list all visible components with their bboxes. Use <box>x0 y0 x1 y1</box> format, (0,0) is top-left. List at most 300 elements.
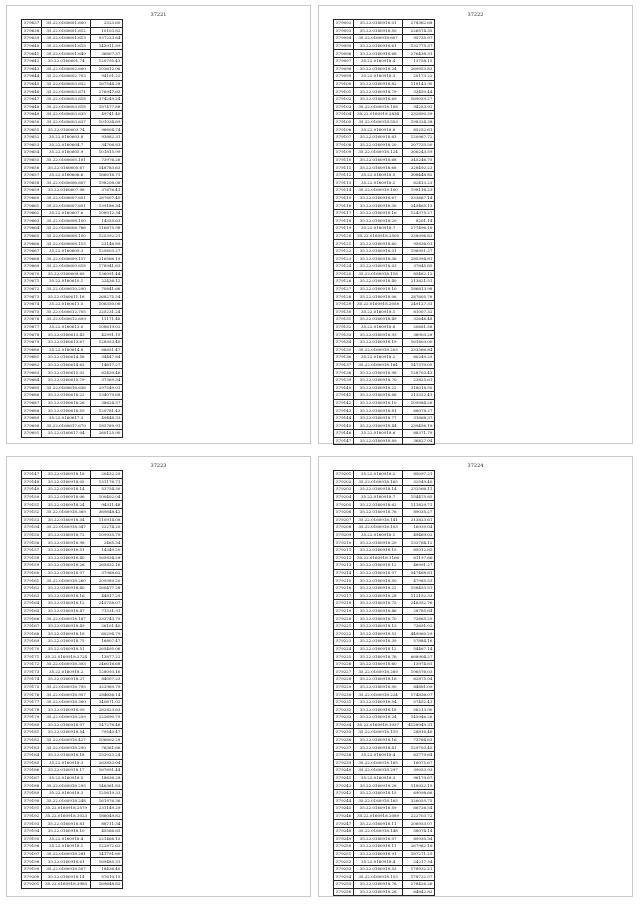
cadastral-number-cell: 35.22.0160603.637 <box>42 118 91 126</box>
value-cell: 96604.74 <box>90 126 122 134</box>
cadastral-number-cell: 35.22.0160614.58 <box>42 354 91 362</box>
cadastral-number-cell: 35.22.0160918.82 <box>354 80 403 88</box>
value-cell: 20681.58 <box>402 323 434 331</box>
table-row <box>22 759 123 767</box>
row-number-cell: 579673 <box>22 293 42 301</box>
cadastral-number-cell: 35.22.0160918.91 <box>354 850 403 858</box>
table-row <box>22 179 123 187</box>
row-number-cell: 579110 <box>334 156 354 164</box>
value-cell: 94253.92 <box>402 103 434 111</box>
table-row <box>22 118 123 126</box>
cadastral-number-cell: 35.22.0160918.20 <box>354 217 403 225</box>
value-cell: 120781.43 <box>90 407 122 415</box>
value-cell: 260125.90 <box>90 430 122 438</box>
table-row <box>22 501 123 509</box>
table-row <box>334 660 435 668</box>
value-cell: 26101.40 <box>90 622 122 630</box>
cadastral-number-cell: 35.22.0160918.2 <box>354 179 403 187</box>
value-cell: 120967.72 <box>402 133 434 141</box>
row-number-cell: 579136 <box>334 354 354 362</box>
value-cell: 165834.28 <box>90 554 122 562</box>
cadastral-number-cell: 35.22.0160918.44 <box>354 422 403 430</box>
value-cell: 265495.06 <box>90 645 122 653</box>
row-number-cell: 579242 <box>334 782 354 790</box>
value-cell: 187477.88 <box>90 103 122 111</box>
value-cell: 245758.07 <box>90 600 122 608</box>
row-number-cell: 579676 <box>22 316 42 324</box>
row-number-cell: 579644 <box>22 73 42 81</box>
row-number-cell: 579675 <box>22 308 42 316</box>
cadastral-number-cell: 35.22.0160918.124 <box>354 149 403 157</box>
table-row <box>334 600 435 608</box>
table-row <box>334 57 435 65</box>
value-cell: 116875.98 <box>90 225 122 233</box>
value-cell: 73976.26 <box>90 156 122 164</box>
value-cell: 141791.60 <box>90 850 122 858</box>
cadastral-number-cell: 35.22.0160918.18 <box>42 630 91 638</box>
row-number-cell: 579660 <box>22 194 42 202</box>
row-number-cell: 579205 <box>334 501 354 509</box>
value-cell: 225231.24 <box>90 308 122 316</box>
register-table <box>21 470 123 889</box>
cadastral-number-cell: 35.22.0160609.117 <box>42 255 91 263</box>
row-number-cell: 579176 <box>22 691 42 699</box>
value-cell: 53754.30 <box>90 486 122 494</box>
row-number-cell: 579666 <box>22 240 42 248</box>
value-cell: 328492.23 <box>402 164 434 172</box>
cadastral-number-cell: 35.22.0160617.3 <box>42 414 91 422</box>
cadastral-number-cell: 35.22.0160918.16 <box>354 736 403 744</box>
row-number-cell: 579199 <box>22 865 42 873</box>
table-row <box>334 430 435 438</box>
cadastral-number-cell: 35.22.0160606.6 <box>42 171 91 179</box>
value-cell: 73764.63 <box>402 736 434 744</box>
table-row <box>334 865 435 873</box>
table-row <box>22 270 123 278</box>
cadastral-number-cell: 35.22.0160918.01 <box>354 20 403 28</box>
table-row <box>334 73 435 81</box>
cadastral-number-cell: 35.22.0160918.70 <box>354 615 403 623</box>
row-number-cell: 579098 <box>334 65 354 73</box>
row-number-cell: 579210 <box>334 539 354 547</box>
cadastral-number-cell: 35.22.0160918.77 <box>354 414 403 422</box>
cadastral-number-cell: 35.22.0160918.76 <box>354 881 403 889</box>
table-row <box>334 27 435 35</box>
table-row <box>334 782 435 790</box>
table-row <box>334 584 435 592</box>
table-row <box>22 354 123 362</box>
cadastral-number-cell: 35.22.0160918.19 <box>354 338 403 346</box>
value-cell: 287605.78 <box>402 293 434 301</box>
value-cell: 13877.22 <box>90 653 122 661</box>
value-cell: 85462.12 <box>402 270 434 278</box>
value-cell: 207733.50 <box>402 141 434 149</box>
value-cell: 167691.44 <box>90 767 122 775</box>
cadastral-number-cell: 35.22.0160607.98 <box>42 187 91 195</box>
cadastral-number-cell: 35.22.0160605.9 <box>42 149 91 157</box>
table-row <box>334 20 435 28</box>
table-row <box>334 50 435 58</box>
value-cell: 33450.44 <box>402 88 434 96</box>
value-cell: 95836.01 <box>402 240 434 248</box>
cadastral-number-cell: 35.22.0160918.41 <box>354 744 403 752</box>
table-row <box>22 384 123 392</box>
value-cell: 16939.04 <box>402 524 434 532</box>
row-number-cell: 579109 <box>334 149 354 157</box>
cadastral-number-cell: 35.22.0160918.347 <box>42 524 91 532</box>
cadastral-number-cell: 35.22.0160918.61 <box>354 42 403 50</box>
cadastral-number-cell: 35.22.0160601.600 <box>42 20 91 28</box>
table-row <box>334 721 435 729</box>
value-cell: 28816.46 <box>402 729 434 737</box>
table-row <box>22 630 123 638</box>
cadastral-number-cell: 35.22.0160918.76 <box>354 508 403 516</box>
row-number-cell: 579135 <box>334 346 354 354</box>
table-row <box>334 714 435 722</box>
cadastral-number-cell: 35.22.0160918.18 <box>42 471 91 479</box>
value-cell: 131176.71 <box>90 478 122 486</box>
value-cell: 222690.79 <box>90 714 122 722</box>
cadastral-number-cell: 35.22.0160918.50 <box>354 577 403 585</box>
value-cell: 79540.47 <box>90 729 122 737</box>
value-cell: 85097.21 <box>402 471 434 479</box>
table-row <box>22 539 123 547</box>
table-row <box>334 622 435 630</box>
table-row <box>22 263 123 271</box>
row-number-cell: 579142 <box>334 399 354 407</box>
table-row <box>22 835 123 843</box>
row-number-cell: 579641 <box>22 50 42 58</box>
row-number-cell: 579128 <box>334 293 354 301</box>
value-cell: 84881.09 <box>402 683 434 691</box>
cadastral-number-cell: 35.22.0160918.98 <box>354 369 403 377</box>
row-number-cell: 579153 <box>22 516 42 524</box>
value-cell: 108619.02 <box>90 323 122 331</box>
value-cell: 2465.34 <box>90 539 122 547</box>
cadastral-number-cell: 35.22.0160918.62 <box>354 501 403 509</box>
cadastral-number-cell: 35.22.0160603.652 <box>42 80 91 88</box>
cadastral-number-cell: 35.22.0160918.12 <box>354 562 403 570</box>
cadastral-number-cell: 35.22.0160918.2 <box>354 354 403 362</box>
value-cell: 122872.62 <box>90 843 122 851</box>
row-number-cell: 579233 <box>334 714 354 722</box>
table-row <box>22 80 123 88</box>
cadastral-number-cell: 35.22.0160608.115 <box>42 240 91 248</box>
table-row <box>334 407 435 415</box>
row-number-cell: 579684 <box>22 376 42 384</box>
cadastral-number-cell: 35.22.0160611.18 <box>42 293 91 301</box>
row-number-cell: 579238 <box>334 751 354 759</box>
cadastral-number-cell: 35.22.0160918.22 <box>354 384 403 392</box>
value-cell: 269953.83 <box>402 65 434 73</box>
cadastral-number-cell: 35.22.0160918.11 <box>354 820 403 828</box>
value-cell: 198324.38 <box>402 118 434 126</box>
cadastral-number-cell: 35.22.0160918.11 <box>354 843 403 851</box>
row-number-cell: 579656 <box>22 164 42 172</box>
table-row <box>334 615 435 623</box>
cadastral-number-cell: 35.22.0160918.60 <box>354 240 403 248</box>
row-number-cell: 579145 <box>334 422 354 430</box>
row-number-cell: 579250 <box>334 843 354 851</box>
table-row <box>334 812 435 820</box>
row-number-cell: 579096 <box>334 50 354 58</box>
row-number-cell: 579183 <box>22 744 42 752</box>
cadastral-number-cell: 35.22.0160918.14 <box>354 486 403 494</box>
table-row <box>334 300 435 308</box>
row-number-cell: 579137 <box>334 361 354 369</box>
cadastral-number-cell: 35.22.0160918.1166 <box>354 554 403 562</box>
table-row <box>22 187 123 195</box>
cadastral-number-cell: 35.22.0160918.1023 <box>42 812 91 820</box>
table-row <box>22 399 123 407</box>
value-cell: 206953.07 <box>402 820 434 828</box>
row-number-cell: 579115 <box>334 194 354 202</box>
row-number-cell: 579643 <box>22 65 42 73</box>
row-number-cell: 579102 <box>334 95 354 103</box>
row-number-cell: 579240 <box>334 767 354 775</box>
value-cell: 128093.16 <box>90 668 122 676</box>
value-cell: 145946.26 <box>402 714 434 722</box>
cadastral-number-cell: 35.22.0160918.4 <box>42 835 91 843</box>
table-row <box>22 843 123 851</box>
table-row <box>22 622 123 630</box>
value-cell: 213322.41 <box>402 392 434 400</box>
row-number-cell: 579117 <box>334 209 354 217</box>
table-row <box>22 797 123 805</box>
table-row <box>334 179 435 187</box>
table-row <box>334 805 435 813</box>
table-row <box>334 835 435 843</box>
cadastral-number-cell: 35.22.0160918.300 <box>42 698 91 706</box>
row-number-cell: 579160 <box>22 569 42 577</box>
table-row <box>22 300 123 308</box>
cadastral-number-cell: 35.22.0160918.6 <box>354 126 403 134</box>
value-cell: 109935.79 <box>90 531 122 539</box>
table-row <box>22 133 123 141</box>
table-row <box>334 858 435 866</box>
value-cell: 64842.82 <box>402 888 434 896</box>
table-row <box>334 65 435 73</box>
row-number-cell: 579253 <box>334 865 354 873</box>
cadastral-number-cell: 35.22.0160918.607 <box>354 35 403 43</box>
table-row <box>334 471 435 479</box>
cadastral-number-cell: 35.22.0160918.7 <box>354 225 403 233</box>
value-cell: 16075.67 <box>402 759 434 767</box>
row-number-cell: 579680 <box>22 346 42 354</box>
cadastral-number-cell: 35.22.0160918.81 <box>354 407 403 415</box>
cadastral-number-cell: 35.22.0160612.609 <box>42 316 91 324</box>
table-row <box>22 660 123 668</box>
table-row <box>22 225 123 233</box>
value-cell: 46991.27 <box>402 562 434 570</box>
value-cell: 231149.29 <box>90 805 122 813</box>
value-cell: 23146.89 <box>90 240 122 248</box>
row-number-cell: 579690 <box>22 422 42 430</box>
cadastral-number-cell: 35.22.0160918.281 <box>42 850 91 858</box>
value-cell: 88711.34 <box>90 820 122 828</box>
table-row <box>334 676 435 684</box>
cadastral-number-cell: 35.22.0160603.8 <box>42 133 91 141</box>
cadastral-number-cell: 35.22.0160918.54 <box>354 698 403 706</box>
row-number-cell: 579171 <box>22 653 42 661</box>
cadastral-number-cell: 35.22.0160609.3 <box>42 247 91 255</box>
cadastral-number-cell: 35.22.0160918.108 <box>354 103 403 111</box>
row-number-cell: 579229 <box>334 683 354 691</box>
table-row <box>22 706 123 714</box>
row-number-cell: 579106 <box>334 126 354 134</box>
row-number-cell: 579118 <box>334 217 354 225</box>
row-number-cell: 579661 <box>22 202 42 210</box>
value-cell: 245465.13 <box>402 202 434 210</box>
row-number-cell: 579146 <box>334 430 354 438</box>
value-cell: 161803.00 <box>402 338 434 346</box>
table-row <box>22 471 123 479</box>
row-number-cell: 579104 <box>334 111 354 119</box>
table-row <box>22 240 123 248</box>
table-row <box>22 202 123 210</box>
table-row <box>22 414 123 422</box>
value-cell: 8201.14 <box>402 217 434 225</box>
value-cell: 185789.91 <box>90 422 122 430</box>
cadastral-number-cell: 35.22.0160918.61 <box>42 858 91 866</box>
table-row <box>334 285 435 293</box>
value-cell: 4128949.31 <box>402 721 434 729</box>
value-cell: 89930.34 <box>402 835 434 843</box>
row-number-cell: 579252 <box>334 858 354 866</box>
cadastral-number-cell: 35.22.0160610.1 <box>42 278 91 286</box>
cadastral-number-cell: 35.22.0160918.18 <box>354 706 403 714</box>
table-row <box>22 714 123 722</box>
table-row <box>334 501 435 509</box>
cadastral-number-cell: 35.22.0160918.15 <box>354 546 403 554</box>
cadastral-number-cell: 35.22.0160918.93 <box>354 331 403 339</box>
row-number-cell: 579243 <box>334 789 354 797</box>
cadastral-number-cell: 35.22.0160605.101 <box>42 156 91 164</box>
row-number-cell: 579141 <box>334 392 354 400</box>
table-row <box>334 691 435 699</box>
table-row <box>22 73 123 81</box>
table-row <box>334 843 435 851</box>
row-number-cell: 579132 <box>334 323 354 331</box>
table-row <box>22 478 123 486</box>
row-number-cell: 579249 <box>334 835 354 843</box>
cadastral-number-cell: 35.22.0160918.07 <box>354 569 403 577</box>
value-cell: 169485.31 <box>90 858 122 866</box>
cadastral-number-cell: 35.22.0160918.100 <box>354 187 403 195</box>
table-row <box>22 247 123 255</box>
row-number-cell: 579148 <box>22 478 42 486</box>
row-number-cell: 579112 <box>334 171 354 179</box>
table-row <box>22 531 123 539</box>
row-number-cell: 579231 <box>334 698 354 706</box>
table-row <box>22 217 123 225</box>
value-cell: 226574.35 <box>402 27 434 35</box>
value-cell: 297549.01 <box>90 384 122 392</box>
row-number-cell: 579232 <box>334 706 354 714</box>
row-number-cell: 579169 <box>22 638 42 646</box>
row-number-cell: 579130 <box>334 308 354 316</box>
value-cell: 233566.84 <box>402 346 434 354</box>
table-row <box>22 729 123 737</box>
cadastral-number-cell: 35.22.0160918.53 <box>354 865 403 873</box>
table-row <box>22 592 123 600</box>
table-row <box>334 331 435 339</box>
table-row <box>22 293 123 301</box>
cadastral-number-cell: 35.22.0160918.20 <box>354 539 403 547</box>
cadastral-number-cell: 35.22.0160918.164 <box>354 361 403 369</box>
table-row <box>334 531 435 539</box>
row-number-cell: 579691 <box>22 430 42 438</box>
value-cell: 32549.40 <box>402 478 434 486</box>
row-number-cell: 579168 <box>22 630 42 638</box>
cadastral-number-cell: 35.22.0160918.26 <box>354 888 403 896</box>
value-cell: 249127.31 <box>402 300 434 308</box>
table-row <box>22 156 123 164</box>
table-row <box>22 149 123 157</box>
document-page <box>6 456 311 897</box>
row-number-cell: 579184 <box>22 751 42 759</box>
row-number-cell: 579647 <box>22 95 42 103</box>
cadastral-number-cell: 35.22.0160918.10 <box>42 827 91 835</box>
value-cell: 166016.71 <box>90 171 122 179</box>
table-row <box>334 171 435 179</box>
value-cell: 60249.25 <box>402 354 434 362</box>
cadastral-number-cell: 35.22.0160918.30 <box>354 202 403 210</box>
row-number-cell: 579235 <box>334 729 354 737</box>
row-number-cell: 579140 <box>334 384 354 392</box>
table-row <box>334 736 435 744</box>
table-row <box>22 42 123 50</box>
cadastral-number-cell: 35.22.0160918.427 <box>42 736 91 744</box>
cadastral-number-cell: 35.22.0160609.69 <box>42 270 91 278</box>
row-number-cell: 579127 <box>334 285 354 293</box>
value-cell: 338096.82 <box>402 232 434 240</box>
value-cell: 66726.54 <box>402 805 434 813</box>
table-row <box>22 407 123 415</box>
value-cell: 18436.40 <box>90 865 122 873</box>
table-row <box>334 668 435 676</box>
row-number-cell: 579682 <box>22 361 42 369</box>
value-cell: 38624.37 <box>90 399 122 407</box>
value-cell: 94101.22 <box>90 73 122 81</box>
cadastral-number-cell: 35.22.0160918.2579 <box>42 805 91 813</box>
table-row <box>22 316 123 324</box>
row-number-cell: 579189 <box>22 789 42 797</box>
cadastral-number-cell: 35.22.0160918.5 <box>354 171 403 179</box>
table-row <box>334 645 435 653</box>
value-cell: 62875.04 <box>402 676 434 684</box>
table-row <box>334 881 435 889</box>
document-page <box>318 5 633 444</box>
cadastral-number-cell: 35.22.0160918.3 <box>42 789 91 797</box>
cadastral-number-cell: 35.22.0160918.51 <box>42 546 91 554</box>
value-cell: 70841.66 <box>90 285 122 293</box>
value-cell: 209389.20 <box>90 577 122 585</box>
value-cell: 57610.15 <box>90 873 122 881</box>
row-number-cell: 579190 <box>22 797 42 805</box>
cadastral-number-cell: 35.22.0160603.671 <box>42 88 91 96</box>
value-cell: 60294.79 <box>90 630 122 638</box>
table-row <box>22 308 123 316</box>
row-number-cell: 579226 <box>334 660 354 668</box>
table-row <box>334 607 435 615</box>
table-row <box>334 486 435 494</box>
row-number-cell: 579667 <box>22 247 42 255</box>
cadastral-number-cell: 35.22.0160918.69 <box>354 95 403 103</box>
table-row <box>22 331 123 339</box>
cadastral-number-cell: 35.22.0160918.40 <box>42 554 91 562</box>
value-cell: 32646.48 <box>402 316 434 324</box>
